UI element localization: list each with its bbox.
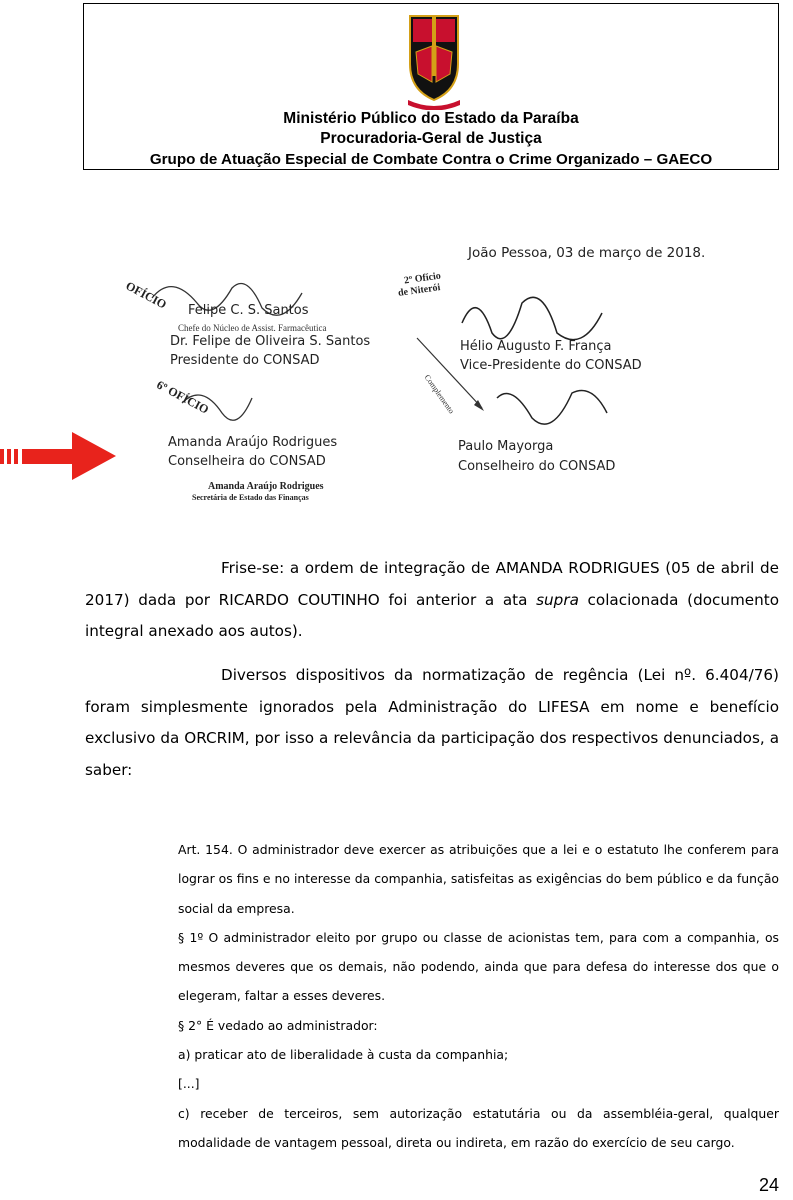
signature-date: João Pessoa, 03 de março de 2018.	[468, 245, 706, 261]
quote-paragraph-2: § 2° É vedado ao administrador:	[178, 1017, 378, 1033]
left-bottom-stamp-name: Amanda Araújo Rodrigues	[208, 481, 324, 492]
red-arrow-marker-icon	[0, 430, 118, 482]
left-top-printed-name: Felipe C. S. Santos	[188, 303, 309, 318]
right-top-stamp-line1: 2º Ofício	[403, 270, 442, 287]
left-top-small-line: Chefe do Núcleo de Assist. Farmacêutica	[178, 323, 327, 333]
right-bottom-name: Paulo Mayorga	[458, 439, 554, 454]
left-top-name: Dr. Felipe de Oliveira S. Santos	[170, 334, 371, 349]
paragraph-frise-se-tail: colacionada (documento integral anexado aos autos).	[85, 590, 779, 640]
right-top-arrow-label: Complemento	[422, 373, 456, 416]
legal-quote-block	[178, 835, 779, 1157]
paragraph-frise-se	[85, 553, 779, 648]
left-bottom-stamp: 6º OFÍCIO	[154, 377, 212, 417]
paragraph-dispositivos-text: Diversos dispositivos da normatização de regência (Lei nº. 6.404/76) foram simplesmente ignorados pela Administração do LIFESA em nome e benefício exclusivo da ORCRIM, por isso a relevância da participação dos respectivos denunciados, a saber:	[85, 666, 779, 779]
paragraph-frise-se-lead: Frise-se: a ordem de integração de AMANDA RODRIGUES (05 de abril de 2017) dada por RICARDO COUTINHO foi anterior a ata	[85, 559, 779, 609]
right-bottom-role: Conselheiro do CONSAD	[458, 459, 616, 474]
page-number: 24	[758, 1175, 779, 1195]
right-top-role: Vice-Presidente do CONSAD	[460, 358, 642, 373]
header-line-gaeco: Grupo de Atuação Especial de Combate Contra o Crime Organizado – GAECO	[149, 151, 713, 168]
quote-item-c: c) receber de terceiros, sem autorização estatutária ou da assembléia-geral, qualquer modalidade de vantagem pessoal, direta ou indireta, em razão do exercício de seu cargo.	[178, 1105, 779, 1150]
left-bottom-role: Conselheira do CONSAD	[168, 454, 326, 469]
left-bottom-stamp-role: Secretária de Estado das Finanças	[192, 493, 309, 502]
header-line-procuradoria: Procuradoria-Geral de Justiça	[320, 130, 542, 147]
right-top-name: Hélio Augusto F. França	[460, 339, 612, 354]
quote-paragraph-1: § 1º O administrador eleito por grupo ou classe de acionistas tem, para com a companhia, os mesmos deveres que os demais, não podendo, ainda que para defesa do interesse dos que o elegeram, faltar a esses deveres.	[178, 929, 779, 1004]
quote-article-154: Art. 154. O administrador deve exercer as atribuições que a lei e o estatuto lhe conferem para lograr os fins e no interesse da companhia, satisfeitas as exigências do bem público e da função social da empresa.	[178, 842, 779, 916]
document-header	[83, 3, 779, 170]
left-bottom-name: Amanda Araújo Rodrigues	[168, 435, 338, 450]
left-top-stamp: OFÍCIO	[123, 278, 169, 312]
signatures-image	[112, 233, 734, 513]
quote-item-a: a) praticar ato de liberalidade à custa da companhia;	[178, 1047, 509, 1063]
institution-crest-icon	[402, 12, 466, 110]
quote-ellipsis: [...]	[178, 1076, 200, 1092]
right-top-stamp-line2: de Niterói	[397, 282, 442, 299]
header-line-institution: Ministério Público do Estado da Paraíba	[283, 110, 579, 127]
left-top-role: Presidente do CONSAD	[170, 353, 320, 368]
paragraph-dispositivos	[85, 660, 779, 786]
paragraph-frise-se-emphasis: supra	[536, 590, 579, 609]
